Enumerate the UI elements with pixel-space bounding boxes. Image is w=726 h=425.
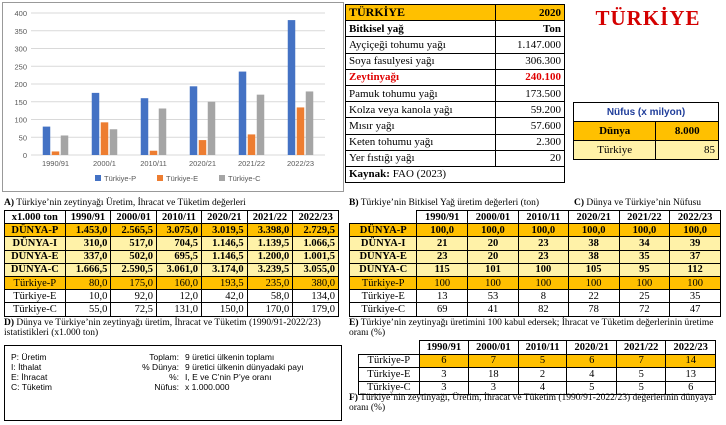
population-label: Türkiye bbox=[574, 141, 656, 160]
table-cell: 3 bbox=[419, 368, 469, 382]
legend-label: Türkiye-E bbox=[166, 174, 199, 183]
bar-türkiye-c bbox=[208, 102, 216, 155]
population-value: 8.000 bbox=[656, 122, 719, 141]
production-source-row bbox=[346, 166, 565, 182]
table-cell: 337,0 bbox=[65, 250, 111, 263]
table-cell: 35 bbox=[619, 250, 670, 263]
table-cell: 2.729,5 bbox=[293, 224, 339, 237]
year-header: 2000/01 bbox=[468, 211, 519, 224]
x-tick-label: 2022/23 bbox=[286, 159, 315, 168]
caption-f: F) Türkiye’nin zeytinyağı, Üretim, İhracat ve Tüketim (1990/91-2022/23) değerlerinin dünyaya oranı (%) bbox=[349, 393, 713, 413]
y-tick-label: 0 bbox=[22, 151, 27, 160]
table-cell: 23 bbox=[518, 237, 568, 250]
table-cell: 78 bbox=[568, 303, 619, 316]
oil-production-value: 173.500 bbox=[495, 85, 564, 101]
legend-abbrev: E: İhracat bbox=[11, 372, 48, 382]
table-cell: 131,0 bbox=[156, 303, 201, 316]
table-cell: 179,0 bbox=[293, 303, 339, 316]
bar-türkiye-e bbox=[52, 151, 60, 155]
table-cell: 502,0 bbox=[111, 250, 157, 263]
table-cell: 41 bbox=[468, 303, 519, 316]
table-cell: 704,5 bbox=[156, 237, 201, 250]
table-cell: 3.239,5 bbox=[247, 263, 293, 276]
oil-name: Pamuk tohumu yağı bbox=[346, 85, 496, 101]
row-label: Türkiye-C bbox=[350, 303, 417, 316]
table-cell: 235,0 bbox=[247, 276, 293, 289]
row-label: Türkiye-P bbox=[5, 276, 66, 289]
legend-label: Türkiye-P bbox=[104, 174, 137, 183]
table-row bbox=[350, 290, 721, 303]
table-cell: 3.055,0 bbox=[293, 263, 339, 276]
table-corner bbox=[350, 211, 417, 224]
oil-production-value: 20 bbox=[495, 150, 564, 166]
table-cell: 150,0 bbox=[201, 303, 247, 316]
year-header: 2022/23 bbox=[670, 211, 721, 224]
oil-production-value: 57.600 bbox=[495, 118, 564, 134]
table-row bbox=[5, 276, 339, 289]
table-cell: 4 bbox=[567, 368, 617, 382]
row-label: DÜNYA-E bbox=[5, 250, 66, 263]
table-cell: 25 bbox=[619, 290, 670, 303]
table-cell: 3.174,0 bbox=[201, 263, 247, 276]
oil-production-value: 1.147.000 bbox=[495, 37, 564, 53]
table-cell: 3.075,0 bbox=[156, 224, 201, 237]
table-row bbox=[350, 250, 721, 263]
caption-a: A) Türkiye’nin zeytinyağı Üretim, İhracat ve Tüketim değerleri bbox=[4, 198, 246, 208]
table-cell: 3.398,0 bbox=[247, 224, 293, 237]
table-cell: 3.019,5 bbox=[201, 224, 247, 237]
year-header: 2022/23 bbox=[666, 341, 716, 355]
table-cell: 13 bbox=[417, 290, 468, 303]
table-row bbox=[5, 224, 339, 237]
row-label: DÜNYA-C bbox=[5, 263, 66, 276]
population-row bbox=[574, 141, 719, 160]
legend-def: 9 üretici ülkenin dünyadaki payı bbox=[185, 362, 304, 372]
legend-key: %: bbox=[169, 372, 179, 382]
table-cell: 2.590,5 bbox=[111, 263, 157, 276]
table-row bbox=[350, 263, 721, 276]
production-row bbox=[346, 53, 565, 69]
abbreviation-legend bbox=[4, 345, 342, 421]
production-source: Kaynak: FAO (2023) bbox=[346, 166, 565, 182]
population-value: 85 bbox=[656, 141, 719, 160]
ratio-table bbox=[349, 210, 721, 317]
table-cell: 13 bbox=[666, 368, 716, 382]
row-label: DÜNYA-P bbox=[350, 224, 417, 237]
production-row bbox=[346, 150, 565, 166]
table-row bbox=[5, 303, 339, 316]
table-cell: 6 bbox=[419, 354, 469, 368]
table-row bbox=[5, 237, 339, 250]
row-label: Türkiye-C bbox=[359, 381, 420, 395]
bar-türkiye-p bbox=[43, 127, 51, 155]
legend-swatch bbox=[219, 175, 225, 181]
oil-name: Zeytinyağı bbox=[346, 69, 496, 85]
table-cell: 105 bbox=[568, 263, 619, 276]
table-cell: 1.666,5 bbox=[65, 263, 111, 276]
legend-def: I, E ve C’nin P’ye oranı bbox=[185, 372, 272, 382]
table-cell: 100 bbox=[417, 276, 468, 289]
table-cell: 34 bbox=[619, 237, 670, 250]
table-cell: 193,5 bbox=[201, 276, 247, 289]
bar-türkiye-c bbox=[306, 91, 314, 155]
table-cell: 1.200,0 bbox=[247, 250, 293, 263]
y-tick-label: 300 bbox=[14, 44, 27, 54]
table-cell: 100,0 bbox=[518, 224, 568, 237]
table-cell: 175,0 bbox=[111, 276, 157, 289]
table-cell: 517,0 bbox=[111, 237, 157, 250]
bar-türkiye-c bbox=[61, 135, 69, 155]
table-cell: 310,0 bbox=[65, 237, 111, 250]
table-cell: 20 bbox=[468, 250, 519, 263]
row-label: Türkiye-P bbox=[350, 276, 417, 289]
legend-keys bbox=[115, 352, 179, 392]
table-cell: 2.565,5 bbox=[111, 224, 157, 237]
year-header: 2021/22 bbox=[619, 211, 670, 224]
x-tick-label: 2000/1 bbox=[93, 159, 116, 168]
table-cell: 2 bbox=[518, 368, 567, 382]
oil-name: Kolza veya kanola yağı bbox=[346, 102, 496, 118]
production-row bbox=[346, 118, 565, 134]
x-tick-label: 2021/22 bbox=[237, 159, 266, 168]
table-cell: 42,0 bbox=[201, 290, 247, 303]
population-row bbox=[574, 122, 719, 141]
bar-türkiye-e bbox=[199, 140, 207, 155]
table-cell: 22 bbox=[568, 290, 619, 303]
table-cell: 80,0 bbox=[65, 276, 111, 289]
row-label: DÜNYA-I bbox=[5, 237, 66, 250]
production-year: 2020 bbox=[495, 5, 564, 21]
chart-canvas bbox=[3, 3, 343, 191]
table-cell: 5 bbox=[567, 381, 617, 395]
x-tick-label: 2010/11 bbox=[140, 159, 167, 168]
row-label: DÜNYA-E bbox=[350, 250, 417, 263]
table-row bbox=[359, 354, 716, 368]
legend-key: Toplam: bbox=[149, 352, 179, 362]
table-cell: 1.139,5 bbox=[247, 237, 293, 250]
legend-abbrev: P: Üretim bbox=[11, 352, 47, 362]
y-tick-label: 250 bbox=[14, 62, 27, 72]
year-header: 1990/91 bbox=[417, 211, 468, 224]
table-corner: x1.000 ton bbox=[5, 211, 66, 224]
table-cell: 100,0 bbox=[670, 224, 721, 237]
table-cell: 5 bbox=[616, 381, 666, 395]
production-unit: Ton bbox=[495, 21, 564, 37]
y-tick-label: 200 bbox=[14, 80, 27, 89]
table-cell: 115 bbox=[417, 263, 468, 276]
table-cell: 3 bbox=[419, 381, 469, 395]
production-row bbox=[346, 134, 565, 150]
table-row bbox=[359, 368, 716, 382]
table-cell: 38 bbox=[568, 237, 619, 250]
year-header: 2021/22 bbox=[616, 341, 666, 355]
year-header: 2022/23 bbox=[293, 211, 339, 224]
x-tick-label: 2020/21 bbox=[188, 159, 217, 168]
oil-production-value: 240.100 bbox=[495, 69, 564, 85]
row-label: Türkiye-E bbox=[359, 368, 420, 382]
table-row bbox=[5, 263, 339, 276]
bar-türkiye-e bbox=[248, 134, 256, 155]
table-cell: 101 bbox=[468, 263, 519, 276]
x-tick-label: 1990/91 bbox=[41, 159, 70, 168]
table-header-row bbox=[359, 341, 716, 355]
caption-b: B) Türkiye’nin Bitkisel Yağ üretim değerleri (ton) bbox=[349, 198, 540, 208]
oil-production-value: 306.300 bbox=[495, 53, 564, 69]
table-cell: 100 bbox=[518, 276, 568, 289]
table-cell: 39 bbox=[670, 237, 721, 250]
legend-swatch bbox=[95, 175, 101, 181]
production-row bbox=[346, 37, 565, 53]
table-cell: 23 bbox=[417, 250, 468, 263]
bar-türkiye-c bbox=[110, 129, 118, 155]
table-cell: 14 bbox=[666, 354, 716, 368]
oil-production-value: 59.200 bbox=[495, 102, 564, 118]
table-cell: 18 bbox=[469, 368, 519, 382]
row-label: Türkiye-E bbox=[5, 290, 66, 303]
caption-d: D) Dünya ve Türkiye’nin zeytinyağı üretim, İhracat ve Tüketim (1990/91-2022/23) istatistikleri (x1.000 ton) bbox=[4, 318, 321, 338]
year-header: 2020/21 bbox=[567, 341, 617, 355]
caption-e: E) Türkiye’nin zeytinyağı üretimini 100 kabul edersek; İhracat ve Tüketim değerlerinin üretime oranı (%) bbox=[349, 318, 714, 338]
table-row bbox=[350, 303, 721, 316]
table-cell: 100,0 bbox=[417, 224, 468, 237]
y-tick-label: 50 bbox=[18, 133, 27, 143]
year-header: 2020/21 bbox=[201, 211, 247, 224]
population-table bbox=[573, 102, 719, 160]
table-cell: 55,0 bbox=[65, 303, 111, 316]
y-tick-label: 400 bbox=[14, 9, 27, 18]
olive-oil-chart bbox=[2, 2, 344, 192]
year-header: 2010/11 bbox=[518, 341, 567, 355]
table-cell: 69 bbox=[417, 303, 468, 316]
bar-türkiye-e bbox=[297, 107, 305, 155]
table-cell: 3 bbox=[469, 381, 519, 395]
table-cell: 100 bbox=[518, 263, 568, 276]
row-label: Türkiye-P bbox=[359, 354, 420, 368]
vegetable-oil-production-table bbox=[345, 4, 565, 183]
legend-key: % Dünya: bbox=[142, 362, 179, 372]
bar-türkiye-c bbox=[159, 108, 167, 155]
table-row bbox=[350, 224, 721, 237]
production-subheader-label: Bitkisel yağ bbox=[346, 21, 496, 37]
table-cell: 695,5 bbox=[156, 250, 201, 263]
caption-c: C) Dünya ve Türkiye’nin Nüfusu bbox=[574, 198, 701, 208]
table-cell: 7 bbox=[616, 354, 666, 368]
row-label: Türkiye-E bbox=[350, 290, 417, 303]
table-cell: 170,0 bbox=[247, 303, 293, 316]
table-cell: 1.066,5 bbox=[293, 237, 339, 250]
production-row bbox=[346, 69, 565, 85]
table-cell: 7 bbox=[469, 354, 519, 368]
year-header: 2000/01 bbox=[111, 211, 157, 224]
legend-def: 9 üretici ülkenin toplamı bbox=[185, 352, 275, 362]
table-cell: 100 bbox=[670, 276, 721, 289]
table-cell: 95 bbox=[619, 263, 670, 276]
population-title: Nüfus (x milyon) bbox=[574, 103, 719, 122]
oil-name: Soya fasulyesi yağı bbox=[346, 53, 496, 69]
legend-abbrev: C: Tüketim bbox=[11, 382, 52, 392]
table-row bbox=[5, 250, 339, 263]
table-row bbox=[5, 290, 339, 303]
legend-abbreviations bbox=[11, 352, 52, 392]
population-label: Dünya bbox=[574, 122, 656, 141]
production-row bbox=[346, 85, 565, 101]
table-cell: 1.146,5 bbox=[201, 250, 247, 263]
bar-türkiye-p bbox=[288, 20, 296, 155]
oil-name: Yer fıstığı yağı bbox=[346, 150, 496, 166]
year-header: 1990/91 bbox=[419, 341, 469, 355]
table-cell: 100,0 bbox=[568, 224, 619, 237]
table-cell: 134,0 bbox=[293, 290, 339, 303]
oil-name: Mısır yağı bbox=[346, 118, 496, 134]
table-cell: 20 bbox=[468, 237, 519, 250]
production-subheader-row bbox=[346, 21, 565, 37]
table-cell: 4 bbox=[518, 381, 567, 395]
table-cell: 1.453,0 bbox=[65, 224, 111, 237]
table-cell: 112 bbox=[670, 263, 721, 276]
bar-türkiye-p bbox=[190, 86, 198, 155]
legend-key: Nüfus: bbox=[154, 382, 179, 392]
table-cell: 58,0 bbox=[247, 290, 293, 303]
table-cell: 100,0 bbox=[468, 224, 519, 237]
legend-swatch bbox=[157, 175, 163, 181]
bar-türkiye-p bbox=[92, 93, 100, 155]
table-cell: 47 bbox=[670, 303, 721, 316]
production-country: TÜRKİYE bbox=[346, 5, 496, 21]
table-cell: 35 bbox=[670, 290, 721, 303]
table-corner bbox=[359, 341, 420, 355]
table-cell: 100 bbox=[468, 276, 519, 289]
legend-abbrev: I: İthalat bbox=[11, 362, 42, 372]
table-header-row bbox=[350, 211, 721, 224]
table-cell: 38 bbox=[568, 250, 619, 263]
table-cell: 5 bbox=[518, 354, 567, 368]
production-header-row bbox=[346, 5, 565, 21]
bar-türkiye-e bbox=[150, 151, 158, 155]
table-cell: 160,0 bbox=[156, 276, 201, 289]
table-cell: 8 bbox=[518, 290, 568, 303]
production-row bbox=[346, 102, 565, 118]
y-tick-label: 100 bbox=[14, 115, 27, 125]
table-cell: 380,0 bbox=[293, 276, 339, 289]
table-cell: 6 bbox=[567, 354, 617, 368]
y-tick-label: 350 bbox=[14, 26, 27, 36]
year-header: 1990/91 bbox=[65, 211, 111, 224]
bar-türkiye-p bbox=[239, 72, 247, 155]
row-label: DÜNYA-P bbox=[5, 224, 66, 237]
year-header: 2010/11 bbox=[518, 211, 568, 224]
table-header-row bbox=[5, 211, 339, 224]
row-label: DÜNYA-I bbox=[350, 237, 417, 250]
table-cell: 92,0 bbox=[111, 290, 157, 303]
table-row bbox=[350, 276, 721, 289]
bar-türkiye-p bbox=[141, 98, 149, 155]
table-cell: 37 bbox=[670, 250, 721, 263]
table-cell: 72,5 bbox=[111, 303, 157, 316]
table-cell: 72 bbox=[619, 303, 670, 316]
oil-name: Ayçiçeği tohumu yağı bbox=[346, 37, 496, 53]
y-tick-label: 150 bbox=[14, 97, 27, 107]
table-cell: 100 bbox=[568, 276, 619, 289]
table-row bbox=[350, 237, 721, 250]
table-cell: 1.146,5 bbox=[201, 237, 247, 250]
legend-definitions bbox=[185, 352, 304, 392]
table-cell: 100,0 bbox=[619, 224, 670, 237]
year-header: 2020/21 bbox=[568, 211, 619, 224]
row-label: DÜNYA-C bbox=[350, 263, 417, 276]
table-cell: 23 bbox=[518, 250, 568, 263]
page-title: TÜRKİYE bbox=[595, 6, 701, 30]
table-cell: 1.001,5 bbox=[293, 250, 339, 263]
oil-production-value: 2.300 bbox=[495, 134, 564, 150]
bar-türkiye-c bbox=[257, 95, 265, 155]
world-share-table bbox=[358, 340, 716, 395]
year-header: 2000/01 bbox=[469, 341, 519, 355]
statistics-table bbox=[4, 210, 339, 317]
oil-name: Keten tohumu yağı bbox=[346, 134, 496, 150]
legend-label: Türkiye-C bbox=[228, 174, 261, 183]
table-cell: 21 bbox=[417, 237, 468, 250]
table-cell: 6 bbox=[666, 381, 716, 395]
table-cell: 5 bbox=[616, 368, 666, 382]
table-cell: 10,0 bbox=[65, 290, 111, 303]
table-cell: 12,0 bbox=[156, 290, 201, 303]
year-header: 2010/11 bbox=[156, 211, 201, 224]
table-cell: 100 bbox=[619, 276, 670, 289]
table-cell: 53 bbox=[468, 290, 519, 303]
row-label: Türkiye-C bbox=[5, 303, 66, 316]
table-cell: 3.061,0 bbox=[156, 263, 201, 276]
legend-def: x 1.000.000 bbox=[185, 382, 230, 392]
table-cell: 82 bbox=[518, 303, 568, 316]
year-header: 2021/22 bbox=[247, 211, 293, 224]
bar-türkiye-e bbox=[101, 122, 109, 155]
